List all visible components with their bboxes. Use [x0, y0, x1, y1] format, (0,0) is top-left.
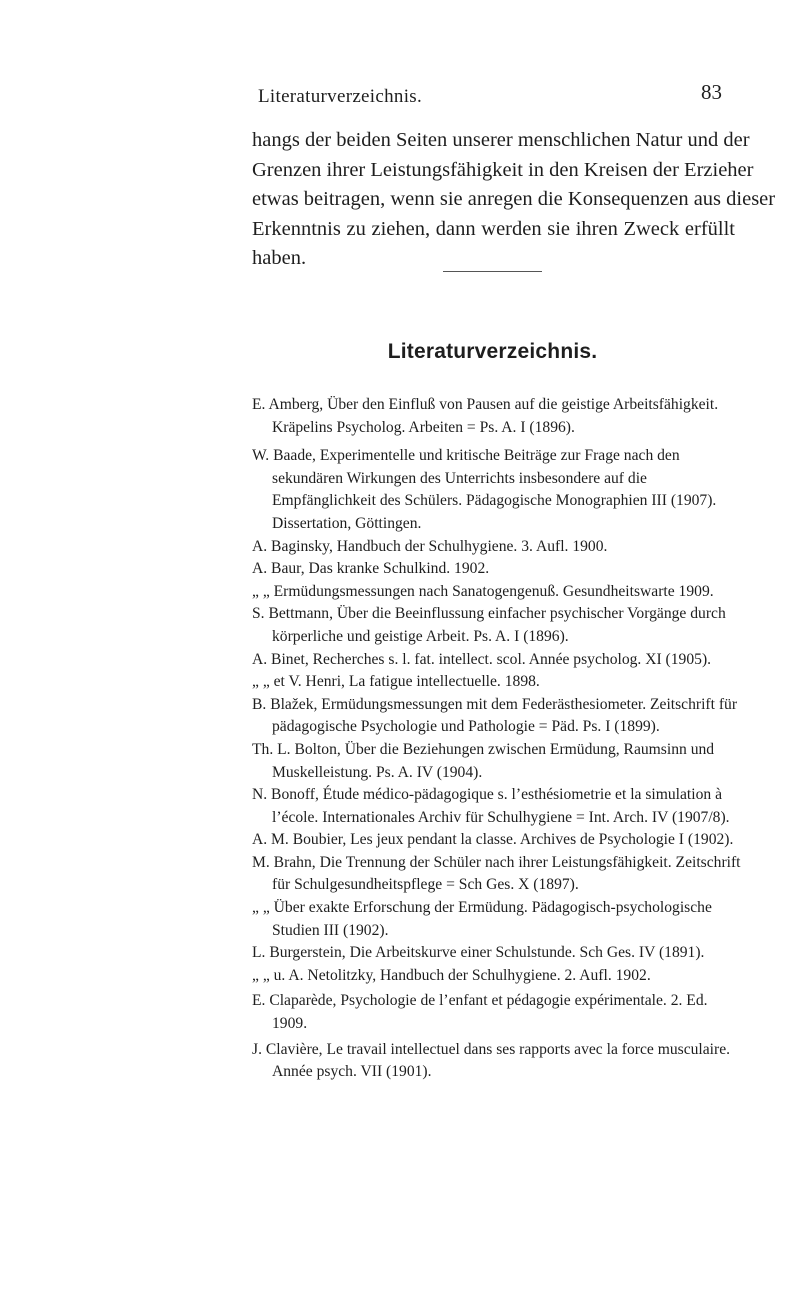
reference-entry: „ „ Ermüdungsmessungen nach Sanatogengenuß. Gesundheitswarte 1909. — [252, 582, 714, 600]
reference-entry: „ „ Über exakte Erforschung der Ermüdung. Pädagogisch-psychologische Studien III (1902). — [252, 899, 712, 939]
reference-entry: M. Brahn, Die Trennung der Schüler nach ihrer Leistungsfähigkeit. Zeitschrift für Schulgesundheitspflege = Sch Ges. X (1897). — [252, 853, 741, 894]
intro-paragraph — [252, 126, 776, 274]
reference-entry: „ „ et V. Henri, La fatigue intellectuelle. 1898. — [252, 673, 540, 691]
intro-line: etwas beitragen, wenn sie anregen die Konsequenzen aus dieser — [252, 188, 776, 210]
page-header — [0, 80, 800, 120]
reference-entry: S. Bettmann, Über die Beeinflussung einfacher psychischer Vorgänge durch körperliche und geistige Arbeit. Ps. A. I (1896). — [252, 605, 726, 645]
reference-entry: A. Binet, Recherches s. l. fat. intellect. scol. Année psycholog. XI (1905). — [252, 650, 712, 668]
reference-list — [252, 394, 742, 1084]
reference-entry: N. Bonoff, Étude médico-pädagogique s. l’esthésiometrie et la simulation à l’école. Internationales Archiv für Schulhygiene = Int. Arch. IV (1907/8). — [252, 786, 730, 826]
section-title: Literaturverzeichnis. — [387, 340, 598, 363]
intro-line: hangs der beiden Seiten unserer menschlichen Natur und der — [252, 129, 750, 151]
reference-entry: L. Burgerstein, Die Arbeitskurve einer Schulstunde. Sch Ges. IV (1891). — [252, 944, 705, 962]
intro-line: Erkenntnis zu ziehen, dann werden sie ihren Zweck erfüllt — [252, 217, 735, 240]
reference-entry: W. Baade, Experimentelle und kritische Beiträge zur Frage nach den sekundären Wirkungen des Unterrichts insbesondere auf die Empfänglichkeit des Schülers. Pädagogische Monographien III (1907). Dissertation, Göttingen. — [252, 447, 717, 532]
intro-line: haben. — [252, 247, 307, 269]
reference-entry: A. Baur, Das kranke Schulkind. 1902. — [252, 560, 490, 578]
reference-entry: E. Claparède, Psychologie de l’enfant et pédagogie expérimentale. 2. Ed. 1909. — [252, 992, 708, 1033]
reference-entry: J. Clavière, Le travail intellectuel dans ses rapports avec la force musculaire. Année psych. VII (1901). — [252, 1040, 731, 1081]
reference-entry: Th. L. Bolton, Über die Beziehungen zwischen Ermüdung, Raumsinn und Muskelleistung. Ps. A. IV (1904). — [252, 740, 715, 781]
reference-entry: „ „ u. A. Netolitzky, Handbuch der Schulhygiene. 2. Aufl. 1902. — [252, 966, 651, 984]
reference-entry: A. Baginsky, Handbuch der Schulhygiene. 3. Aufl. 1900. — [252, 537, 608, 555]
page-number: 83 — [701, 80, 722, 104]
intro-line: Grenzen ihrer Leistungsfähigkeit in den Kreisen der Erzieher — [252, 158, 754, 181]
running-title: Literaturverzeichnis. — [258, 86, 423, 107]
reference-entry: E. Amberg, Über den Einfluß von Pausen auf die geistige Arbeitsfähigkeit. Kräpelins Psycholog. Arbeiten = Ps. A. I (1896). — [252, 396, 719, 436]
reference-entry: B. Blažek, Ermüdungsmessungen mit dem Federästhesiometer. Zeitschrift für pädagogische Psychologie und Pathologie = Päd. Ps. I (1899). — [252, 695, 738, 736]
reference-entry: A. M. Boubier, Les jeux pendant la classe. Archives de Psychologie I (1902). — [252, 831, 734, 849]
section-divider — [443, 271, 542, 272]
intro-text — [252, 126, 776, 274]
